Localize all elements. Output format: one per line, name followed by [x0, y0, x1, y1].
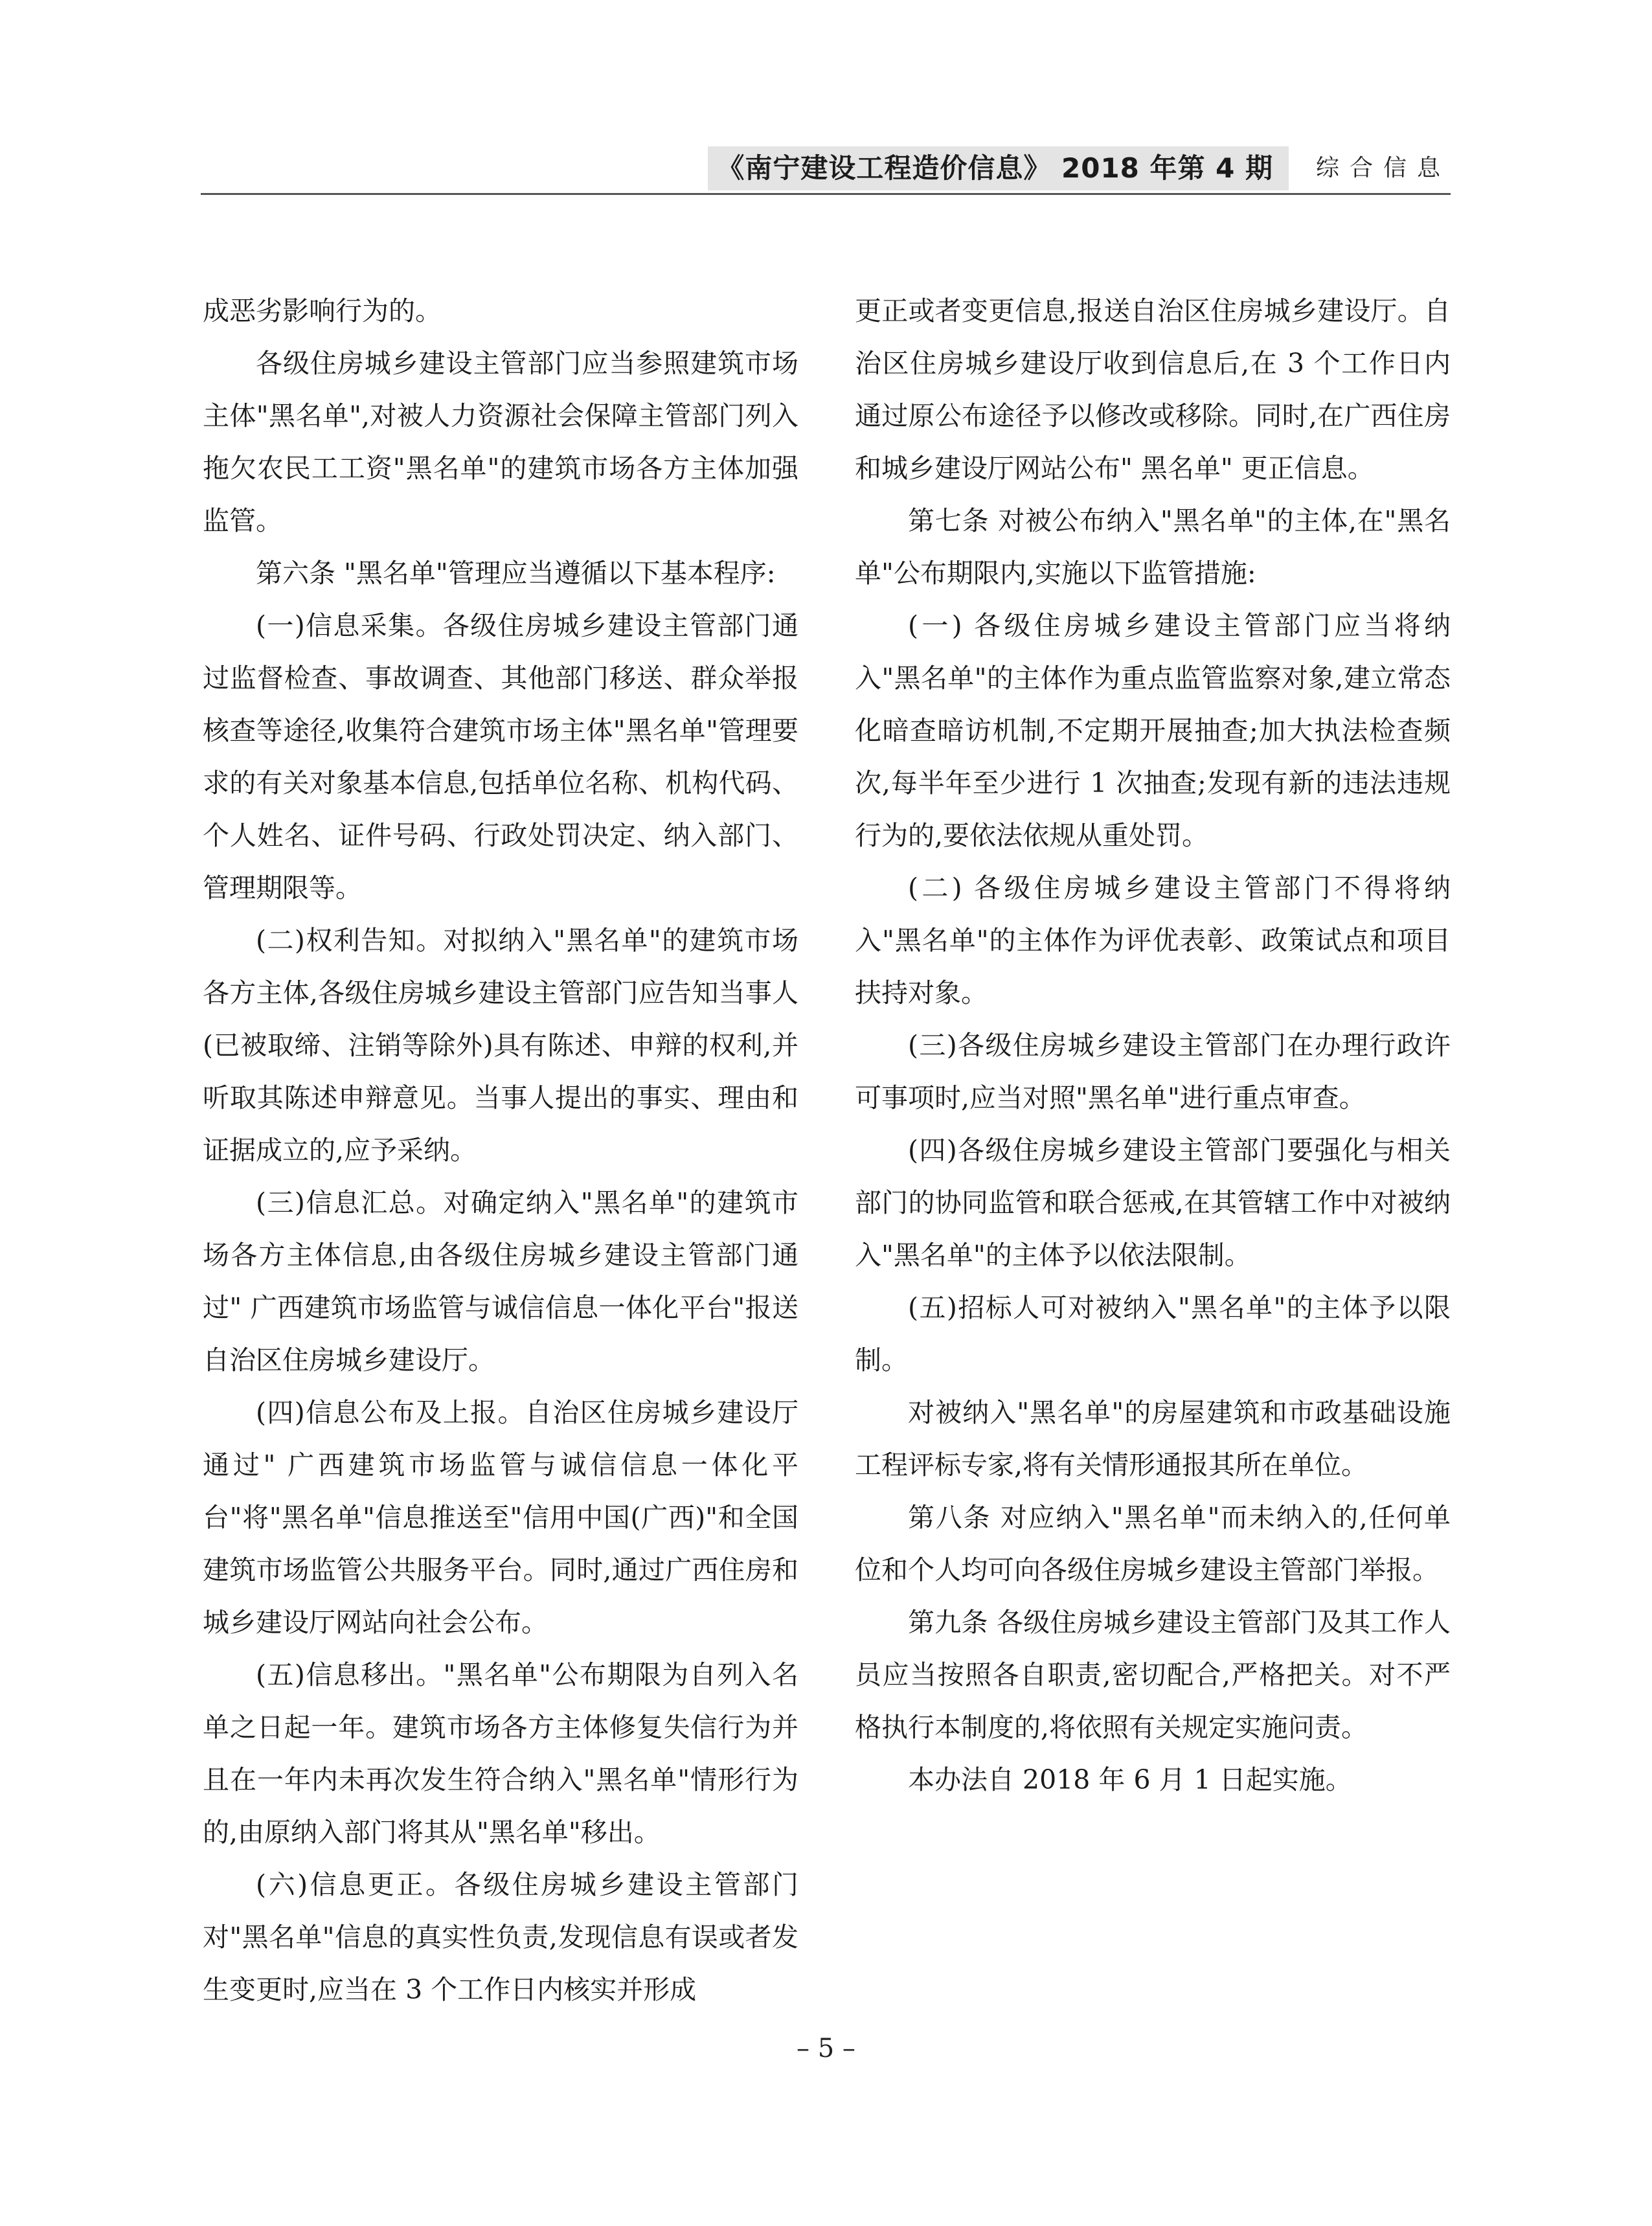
- paragraph: (四)信息公布及上报。自治区住房城乡建设厅通过" 广西建筑市场监管与诚信信息一体化平台"将"黑名单"信息推送至"信用中国(广西)"和全国建筑市场监管公共服务平台。同时,通过广西住房和城乡建设厅网站向社会公布。: [203, 1397, 798, 1638]
- section-label: 综合信息: [1315, 155, 1451, 181]
- paragraph: (二) 各级住房城乡建设主管部门不得将纳入"黑名单"的主体作为评优表彰、政策试点和项目扶持对象。: [855, 872, 1451, 1008]
- journal-title: 《南宁建设工程造价信息》 2018 年第 4 期: [708, 146, 1289, 190]
- left-column: [203, 285, 798, 2016]
- effective-date: 本办法自 2018 年 6 月 1 日起实施。: [908, 1764, 1352, 1795]
- paragraph: (一) 各级住房城乡建设主管部门应当将纳入"黑名单"的主体作为重点监管监察对象,建立常态化暗查暗访机制,不定期开展抽查;加大执法检查频次,每半年至少进行 1 次抽查;发现有新的违法违规行为的,要依法依规从重处罚。: [855, 610, 1451, 851]
- running-header: [201, 146, 1451, 195]
- paragraph: (六)信息更正。各级住房城乡建设主管部门对"黑名单"信息的真实性负责,发现信息有误或者发生变更时,应当在 3 个工作日内核实并形成: [203, 1869, 798, 2005]
- paragraph: (三)信息汇总。对确定纳入"黑名单"的建筑市场各方主体信息,由各级住房城乡建设主管部门通过" 广西建筑市场监管与诚信信息一体化平台"报送自治区住房城乡建设厅。: [203, 1187, 798, 1376]
- paragraph-continuation: 更正或者变更信息,报送自治区住房城乡建设厅。自治区住房城乡建设厅收到信息后,在 3 个工作日内通过原公布途径予以修改或移除。同时,在广西住房和城乡建设厅网站公布" 黑名单" 更正信息。: [855, 295, 1451, 484]
- paragraph: (一)信息采集。各级住房城乡建设主管部门通过监督检查、事故调查、其他部门移送、群众举报核查等途径,收集符合建筑市场主体"黑名单"管理要求的有关对象基本信息,包括单位名称、机构代码、个人姓名、证件号码、行政处罚决定、纳入部门、管理期限等。: [203, 610, 798, 903]
- paragraph: (二)权利告知。对拟纳入"黑名单"的建筑市场各方主体,各级住房城乡建设主管部门应告知当事人(已被取缔、注销等除外)具有陈述、申辩的权利,并听取其陈述申辩意见。当事人提出的事实、理由和证据成立的,应予采纳。: [203, 925, 798, 1166]
- paragraph: 各级住房城乡建设主管部门应当参照建筑市场主体"黑名单",对被人力资源社会保障主管部门列入拖欠农民工工资"黑名单"的建筑市场各方主体加强监管。: [203, 348, 798, 536]
- article-6-heading: 第六条 "黑名单"管理应当遵循以下基本程序:: [256, 558, 776, 589]
- paragraph: (四)各级住房城乡建设主管部门要强化与相关部门的协同监管和联合惩戒,在其管辖工作中对被纳入"黑名单"的主体予以依法限制。: [855, 1135, 1451, 1271]
- paragraph: (五)信息移出。"黑名单"公布期限为自列入名单之日起一年。建筑市场各方主体修复失信行为并且在一年内未再次发生符合纳入"黑名单"情形行为的,由原纳入部门将其从"黑名单"移出。: [203, 1659, 798, 1848]
- right-column: [855, 285, 1451, 1806]
- paragraph: (五)招标人可对被纳入"黑名单"的主体予以限制。: [855, 1292, 1451, 1376]
- article-8: 第八条 对应纳入"黑名单"而未纳入的,任何单位和个人均可向各级住房城乡建设主管部门举报。: [855, 1502, 1451, 1585]
- paragraph: 对被纳入"黑名单"的房屋建筑和市政基础设施工程评标专家,将有关情形通报其所在单位。: [855, 1397, 1451, 1481]
- article-9: 第九条 各级住房城乡建设主管部门及其工作人员应当按照各自职责,密切配合,严格把关。对不严格执行本制度的,将依照有关规定实施问责。: [855, 1607, 1451, 1743]
- paragraph-continuation: 成恶劣影响行为的。: [203, 295, 442, 326]
- paragraph: (三)各级住房城乡建设主管部门在办理行政许可事项时,应当对照"黑名单"进行重点审查。: [855, 1030, 1451, 1113]
- page-number: – 5 –: [797, 2034, 855, 2063]
- article-7-heading: 第七条 对被公布纳入"黑名单"的主体,在"黑名单"公布期限内,实施以下监管措施:: [855, 505, 1451, 589]
